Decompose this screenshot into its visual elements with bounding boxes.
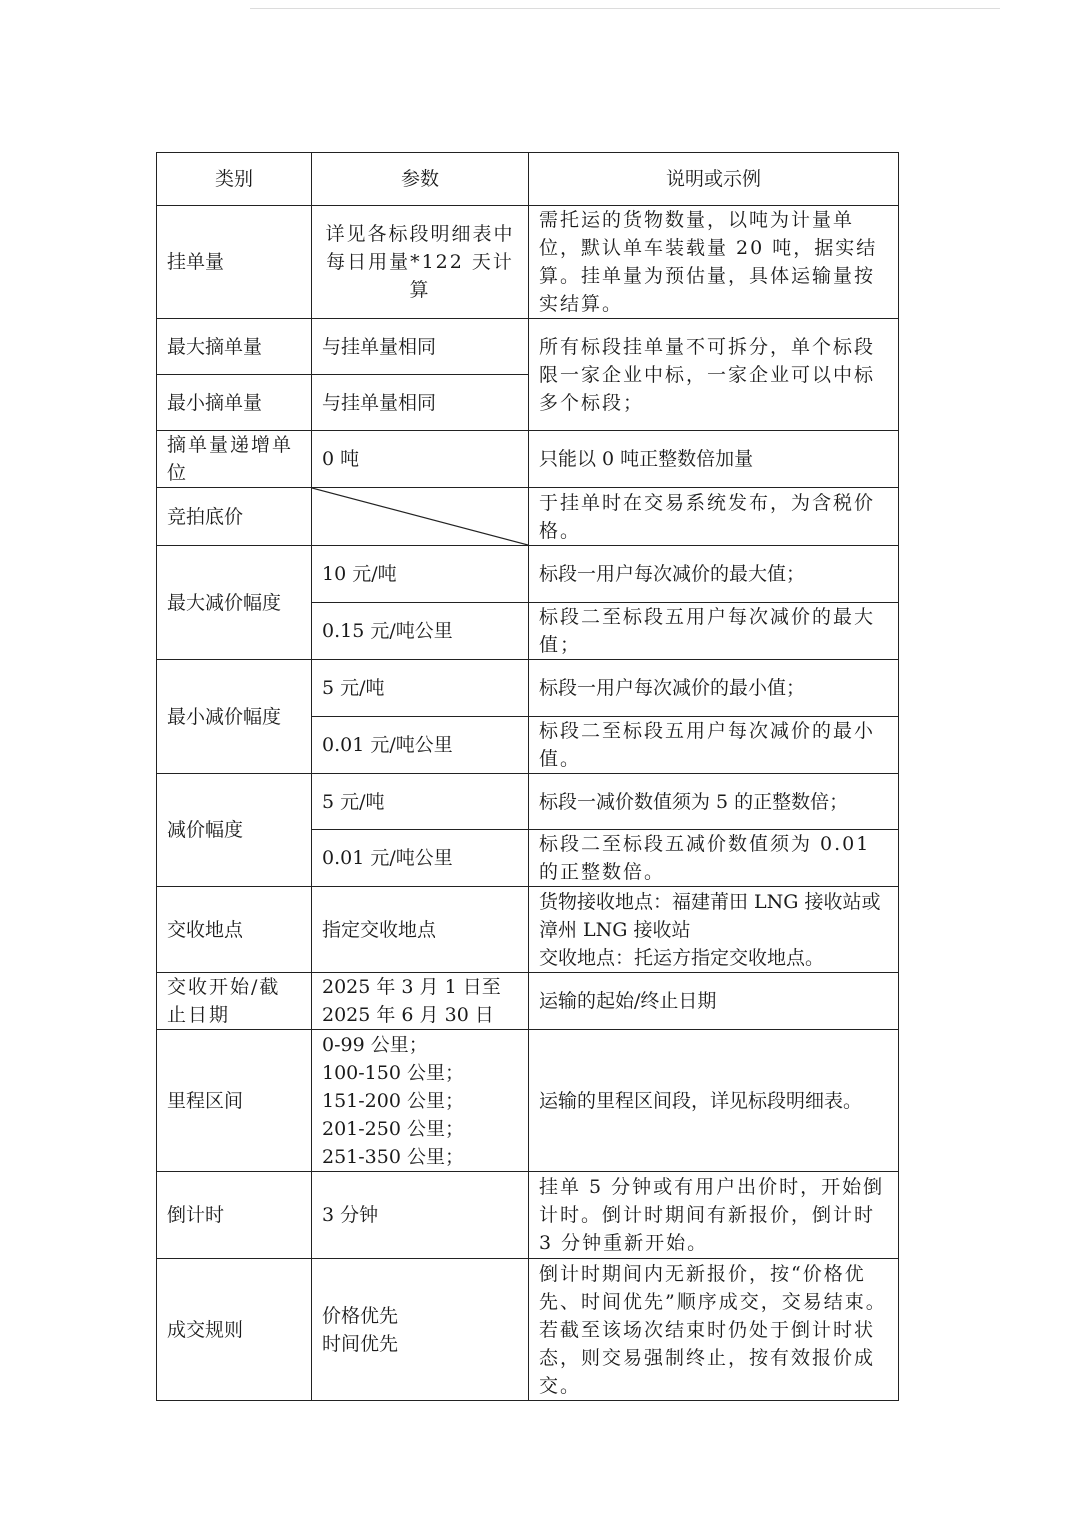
row-desc: 标段二至标段五用户每次减价的最大值； <box>529 603 899 660</box>
row-desc: 运输的起始/终止日期 <box>529 973 899 1030</box>
row-category: 摘单量递增单位 <box>157 431 312 488</box>
row-category: 最大摘单量 <box>157 319 312 375</box>
row-param: 0.01 元/吨公里 <box>312 717 529 774</box>
row-category: 挂单量 <box>157 206 312 319</box>
row-desc: 于挂单时在交易系统发布，为含税价格。 <box>529 488 899 546</box>
row-category: 成交规则 <box>157 1259 312 1401</box>
diagonal-empty-cell <box>312 488 529 546</box>
table-row <box>157 431 899 488</box>
row-category: 交收地点 <box>157 887 312 973</box>
header-param: 参数 <box>312 153 529 206</box>
table-header-row <box>157 153 899 206</box>
table-row <box>157 887 899 973</box>
row-param: 详见各标段明细表中每日用量*122 天计算 <box>312 206 529 319</box>
row-param: 价格优先 时间优先 <box>312 1259 529 1401</box>
row-param: 0.01 元/吨公里 <box>312 830 529 887</box>
table-row <box>157 1259 899 1401</box>
row-category: 减价幅度 <box>157 774 312 887</box>
row-desc: 挂单 5 分钟或有用户出价时，开始倒计时。倒计时期间有新报价，倒计时 3 分钟重新开始。 <box>529 1172 899 1259</box>
row-param: 与挂单量相同 <box>312 319 529 375</box>
row-category: 最小摘单量 <box>157 375 312 431</box>
row-desc: 标段二至标段五减价数值须为 0.01 的正整数倍。 <box>529 830 899 887</box>
row-param: 3 分钟 <box>312 1172 529 1259</box>
table-row <box>157 1172 899 1259</box>
header-desc: 说明或示例 <box>529 153 899 206</box>
row-desc: 货物接收地点：福建莆田 LNG 接收站或漳州 LNG 接收站 交收地点：托运方指定交收地点。 <box>529 887 899 973</box>
scan-top-line <box>250 8 1000 9</box>
row-param: 0 吨 <box>312 431 529 488</box>
row-category: 最小减价幅度 <box>157 660 312 774</box>
row-category: 最大减价幅度 <box>157 546 312 660</box>
header-category: 类别 <box>157 153 312 206</box>
row-desc: 标段二至标段五用户每次减价的最小值。 <box>529 717 899 774</box>
row-desc: 标段一减价数值须为 5 的正整数倍； <box>529 774 899 830</box>
row-category: 里程区间 <box>157 1030 312 1172</box>
row-desc: 标段一用户每次减价的最大值； <box>529 546 899 603</box>
row-param: 指定交收地点 <box>312 887 529 973</box>
row-category: 倒计时 <box>157 1172 312 1259</box>
row-param: 0.15 元/吨公里 <box>312 603 529 660</box>
row-desc: 所有标段挂单量不可拆分，单个标段限一家企业中标，一家企业可以中标多个标段； <box>529 319 899 431</box>
row-param: 5 元/吨 <box>312 774 529 830</box>
row-desc: 标段一用户每次减价的最小值； <box>529 660 899 717</box>
table-row <box>157 546 899 603</box>
table-row <box>157 774 899 830</box>
table-row <box>157 973 899 1030</box>
table-row <box>157 660 899 717</box>
row-param: 2025 年 3 月 1 日至 2025 年 6 月 30 日 <box>312 973 529 1030</box>
row-param: 0-99 公里； 100-150 公里； 151-200 公里； 201-250 公里； 251-350 公里； <box>312 1030 529 1172</box>
spec-table <box>156 152 899 1401</box>
row-desc: 倒计时期间内无新报价，按“价格优先、时间优先”顺序成交，交易结束。若截至该场次结束时仍处于倒计时状态，则交易强制终止，按有效报价成交。 <box>529 1259 899 1401</box>
row-desc: 只能以 0 吨正整数倍加量 <box>529 431 899 488</box>
row-param: 5 元/吨 <box>312 660 529 717</box>
row-category: 竞拍底价 <box>157 488 312 546</box>
scan-bottom-noise <box>0 1505 1080 1523</box>
row-param: 10 元/吨 <box>312 546 529 603</box>
table-row <box>157 488 899 546</box>
table-row <box>157 1030 899 1172</box>
row-category: 交收开始/截止日期 <box>157 973 312 1030</box>
row-desc: 需托运的货物数量，以吨为计量单位，默认单车装载量 20 吨，据实结算。挂单量为预估量，具体运输量按实结算。 <box>529 206 899 319</box>
table-row <box>157 319 899 375</box>
row-param: 与挂单量相同 <box>312 375 529 431</box>
table-row <box>157 206 899 319</box>
diagonal-line-stroke <box>312 488 528 545</box>
diagonal-line <box>312 488 528 545</box>
row-desc: 运输的里程区间段，详见标段明细表。 <box>529 1030 899 1172</box>
